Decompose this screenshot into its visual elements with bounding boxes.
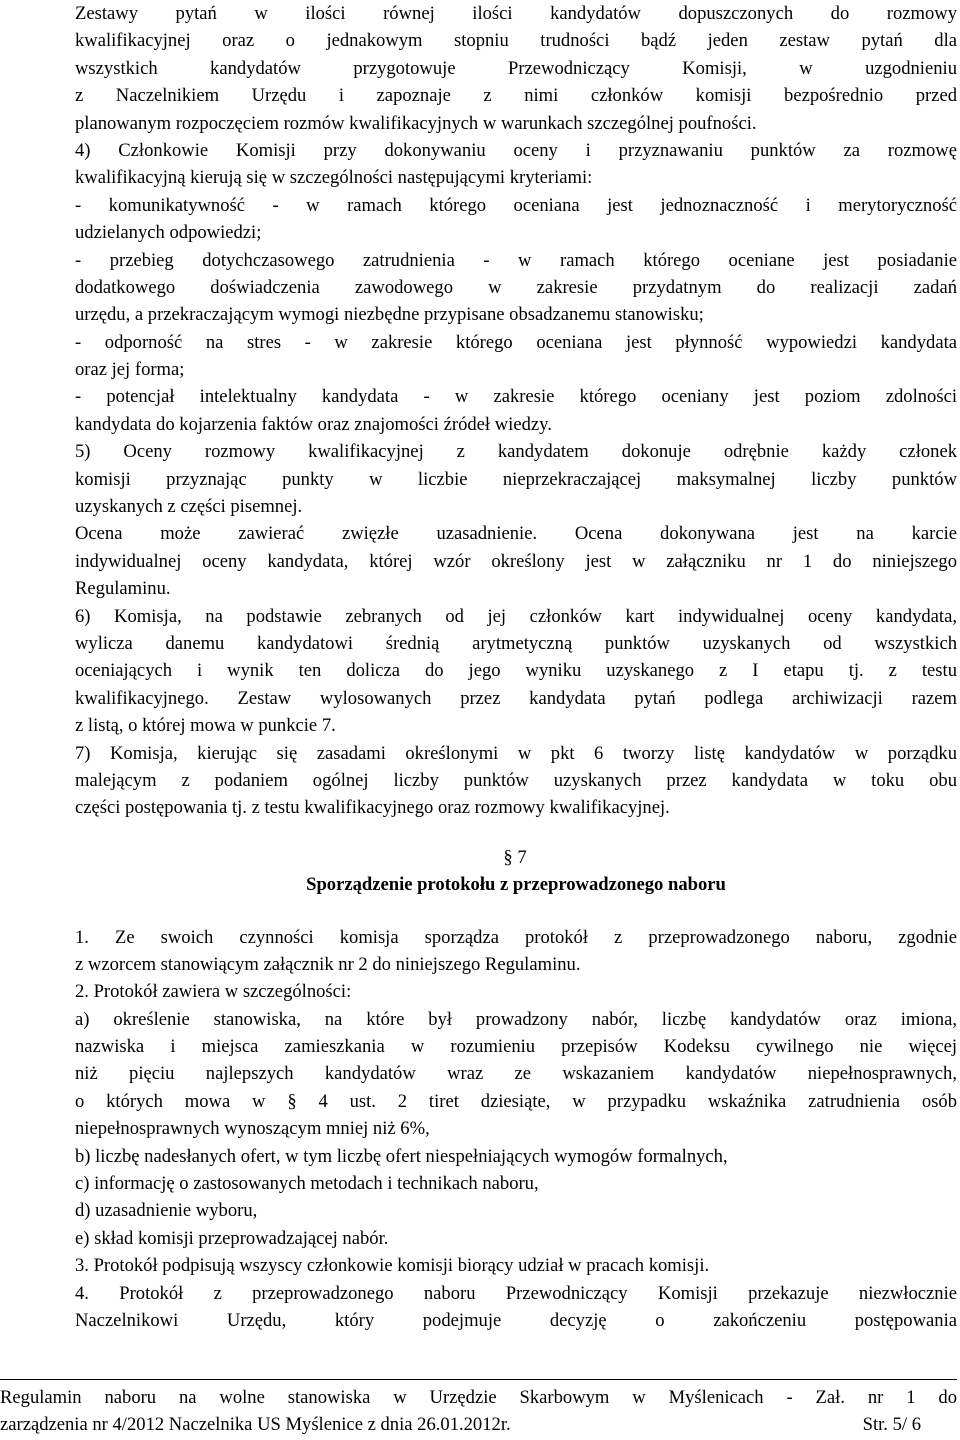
text-line: wszystkich kandydatów przygotowuje Przewodniczący Komisji, w uzgodnieniu xyxy=(75,57,957,79)
text-line: Regulaminu. xyxy=(75,578,171,600)
text-line: 5) Oceny rozmowy kwalifikacyjnej z kandydatem dokonuje odrębnie każdy członek xyxy=(75,441,957,463)
page-footer xyxy=(0,1384,957,1438)
spacer xyxy=(75,822,957,844)
text-line: 3. Protokół podpisują wszyscy członkowie komisji biorący udział w pracach komisji. xyxy=(75,1255,710,1277)
text-line: niepełnosprawnych wynoszącym mniej niż 6%, xyxy=(75,1118,430,1140)
text-line: urzędu, a przekraczającym wymogi niezbędne przypisane obsadzanemu stanowisku; xyxy=(75,304,704,326)
text-line: - komunikatywność - w ramach którego oceniana jest jednoznaczność i merytoryczność xyxy=(75,194,957,216)
section-number: § 7 xyxy=(503,846,527,868)
text-line: o których mowa w § 4 ust. 2 tiret dziesiąte, w przypadku wskaźnika zatrudnienia osób xyxy=(75,1090,957,1112)
section-title: Sporządzenie protokołu z przeprowadzonego naboru xyxy=(306,874,726,896)
body-paragraphs xyxy=(75,0,957,822)
text-line: 2. Protokół zawiera w szczególności: xyxy=(75,981,352,1003)
text-line: 7) Komisja, kierując się zasadami określonymi w pkt 6 tworzy listę kandydatów w porządku xyxy=(75,742,957,764)
footer-divider xyxy=(0,1379,957,1380)
text-line: nazwiska i miejsca zamieszkania w rozumieniu przepisów Kodeksu cywilnego nie więcej xyxy=(75,1036,957,1058)
protocol-paragraphs xyxy=(75,924,957,1335)
spacer xyxy=(75,899,957,924)
text-line: d) uzasadnienie wyboru, xyxy=(75,1200,258,1222)
text-line: wylicza danemu kandydatowi średnią arytmetyczną punktów uzyskanych od wszystkich xyxy=(75,632,957,654)
document-page xyxy=(75,0,957,1334)
text-line: 4) Członkowie Komisji przy dokonywaniu oceny i przyznawaniu punktów za rozmowę xyxy=(75,139,957,161)
section-heading xyxy=(75,844,957,899)
text-line: kwalifikacyjnej oraz o jednakowym stopniu trudności bądź jeden zestaw pytań dla xyxy=(75,30,957,52)
text-line: planowanym rozpoczęciem rozmów kwalifikacyjnych w warunkach szczególnej poufności. xyxy=(75,112,757,134)
text-line: - odporność na stres - w zakresie którego oceniana jest płynność wypowiedzi kandydata xyxy=(75,331,957,353)
page-number: Str. 5/ 6 xyxy=(862,1414,921,1435)
text-line: e) skład komisji przeprowadzającej nabór. xyxy=(75,1227,389,1249)
text-line: - przebieg dotychczasowego zatrudnienia - w ramach którego oceniane jest posiadanie xyxy=(75,249,957,271)
text-line: z listą, o której mowa w punkcie 7. xyxy=(75,715,336,737)
text-line: a) określenie stanowiska, na które był prowadzony nabór, liczbę kandydatów oraz imiona, xyxy=(75,1008,957,1030)
text-line: komisji przyznając punkty w liczbie nieprzekraczającej maksymalnej liczby punktów xyxy=(75,468,957,490)
text-line: 1. Ze swoich czynności komisja sporządza protokół z przeprowadzonego naboru, zgodnie xyxy=(75,926,957,948)
text-line: Ocena może zawierać zwięzłe uzasadnienie. Ocena dokonywana jest na karcie xyxy=(75,523,957,545)
text-line: oraz jej forma; xyxy=(75,359,185,381)
text-line: 4. Protokół z przeprowadzonego naboru Przewodniczący Komisji przekazuje niezwłocznie xyxy=(75,1282,957,1304)
text-line: Zestawy pytań w ilości równej ilości kandydatów dopuszczonych do rozmowy xyxy=(75,3,957,24)
text-line: 6) Komisja, na podstawie zebranych od jej członków kart indywidualnej oceny kandydata, xyxy=(75,605,957,627)
text-line: indywidualnej oceny kandydata, której wzór określony jest w załączniku nr 1 do niniejszego xyxy=(75,550,957,572)
text-line: - potencjał intelektualny kandydata - w zakresie którego oceniany jest poziom zdolności xyxy=(75,386,957,408)
text-line: z wzorcem stanowiącym załącznik nr 2 do niniejszego Regulaminu. xyxy=(75,953,581,975)
footer-line: zarządzenia nr 4/2012 Naczelnika US Myślenice z dnia 26.01.2012r. xyxy=(0,1414,511,1435)
text-line: kwalifikacyjnego. Zestaw wylosowanych przez kandydata pytań podlega archiwizacji razem xyxy=(75,687,957,709)
text-line: dodatkowego doświadczenia zawodowego w zakresie przydatnym do realizacji zadań xyxy=(75,276,957,298)
text-line: udzielanych odpowiedzi; xyxy=(75,222,262,244)
text-line: niż pięciu najlepszych kandydatów wraz ze wskazaniem kandydatów niepełnosprawnych, xyxy=(75,1063,957,1085)
text-line: b) liczbę nadesłanych ofert, w tym liczbę ofert niespełniających wymogów formalnych, xyxy=(75,1145,728,1167)
text-line: oceniających i wynik ten dolicza do jego wyniku uzyskanego z I etapu tj. z testu xyxy=(75,660,957,682)
text-line: malejącym z podaniem ogólnej liczby punktów uzyskanych przez kandydata w toku obu xyxy=(75,769,957,791)
text-line: z Naczelnikiem Urzędu i zapoznaje z nimi członków komisji bezpośrednio przed xyxy=(75,85,957,107)
text-line: c) informację o zastosowanych metodach i technikach naboru, xyxy=(75,1173,539,1195)
text-line: części postępowania tj. z testu kwalifikacyjnego oraz rozmowy kwalifikacyjnej. xyxy=(75,797,670,819)
text-line: kwalifikacyjną kierują się w szczególności następującymi kryteriami: xyxy=(75,167,593,189)
text-line: uzyskanych z części pisemnej. xyxy=(75,496,303,518)
footer-line: Regulamin naboru na wolne stanowiska w Urzędzie Skarbowym w Myślenicach - Zał. nr 1 do xyxy=(0,1387,957,1408)
text-line: kandydata do kojarzenia faktów oraz znajomości źródeł wiedzy. xyxy=(75,413,552,435)
text-line: Naczelnikowi Urzędu, który podejmuje decyzję o zakończeniu postępowania xyxy=(75,1309,957,1331)
